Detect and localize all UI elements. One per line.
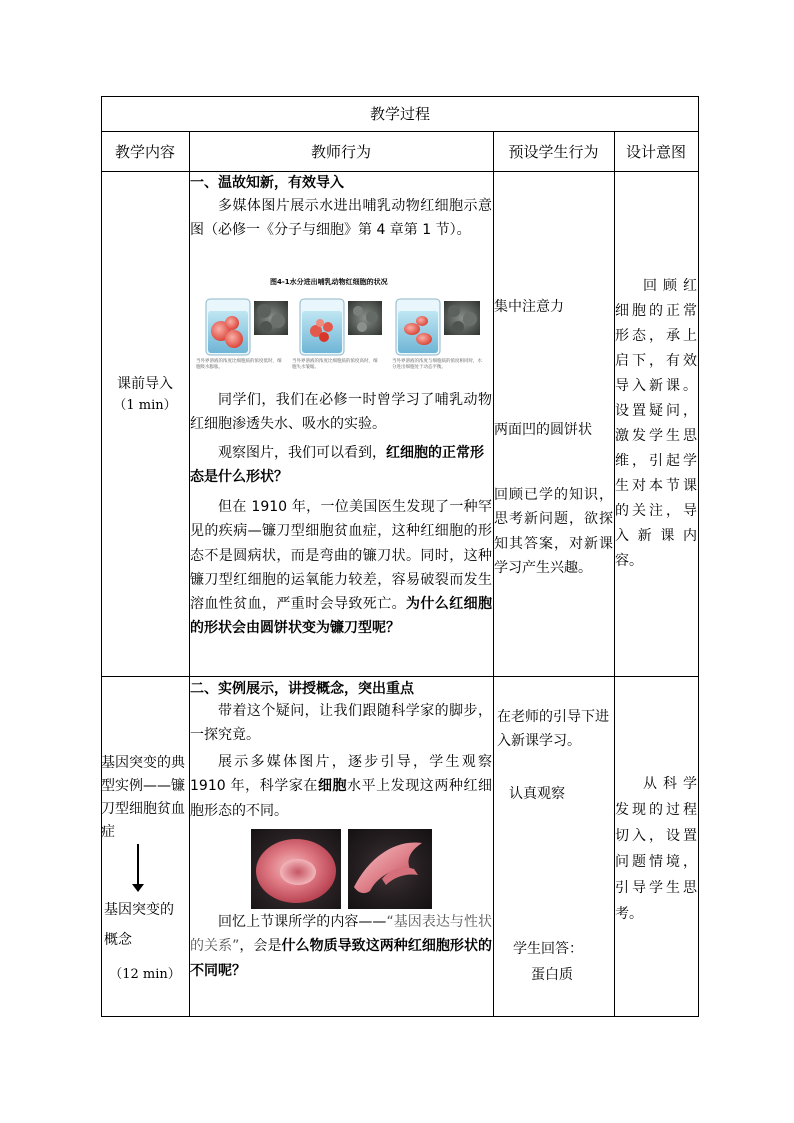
normal-rbc-image <box>251 829 341 909</box>
section1-paragraph-4 <box>190 495 492 641</box>
section1-student-2: 两面凹的圆饼状 <box>494 422 592 438</box>
arrow-head-icon <box>132 884 144 892</box>
section1-p3-text: 观察图片，我们可以看到， <box>218 445 386 461</box>
section2-paragraph-2 <box>190 750 492 823</box>
section2-p3-quote: “基因表达与性状的关系” <box>190 914 492 955</box>
section2-p3-a: 回忆上节课所学的内容—— <box>218 914 387 930</box>
section1-student-1: 集中注意力 <box>494 299 564 315</box>
arrow-down-icon <box>137 844 139 886</box>
section2-p3-c: ，会是 <box>239 938 282 955</box>
section1-content-time: （1 min） <box>113 398 177 413</box>
section2-p2-tail: 水平上发现这两种红细胞形态的不同。 <box>190 778 492 819</box>
section1-p4-text: 但在 1910 年，一位美国医生发现了一种罕见的疾病—镰刀型细胞贫血症，这种红细胞的形态不是圆病状，而是弯曲的镰刀状。同时，这种镰刀型红细胞的运氧能力较差，容易破裂而发生溶血性贫血，严重时会导致死亡。 <box>190 499 492 613</box>
figure-caption-1: 当外界溶液的浓度比细胞质的浓度低时，细胞吸水膨胀。 <box>196 359 282 370</box>
section2-p2-text: 展示多媒体图片，逐步引导，学生观察 1910 年，科学家在 <box>190 754 492 795</box>
section1-paragraph-1: 多媒体图片展示水进出哺乳动物红细胞示意图（必修一《分子与细胞》第 4 章第 1 节）。 <box>190 198 492 239</box>
section2-paragraph-1: 带着这个疑问，让我们跟随科学家的脚步，一探究竟。 <box>190 703 492 744</box>
section1-p4-question: 为什么红细胞的形状会由圆饼状变为镰刀型呢？ <box>190 596 492 637</box>
beaker-shrunk <box>300 299 344 355</box>
header-teacher: 教师行为 <box>310 143 371 161</box>
table-title: 教学过程 <box>369 105 430 123</box>
header-intent: 设计意图 <box>625 143 686 161</box>
section1-paragraph-3 <box>190 441 492 490</box>
section1-heading: 一、温故知新，有效导入 <box>190 175 344 191</box>
sickle-rbc-svg <box>348 829 432 909</box>
figure-caption-3: 当外界溶液的浓度与细胞质的浓度相同时，水分进出细胞处于动态平衡。 <box>392 359 482 370</box>
osmosis-figure <box>192 277 490 382</box>
section1-paragraph-2: 同学们，我们在必修一时曾学习了哺乳动物红细胞渗透失水、吸水的实验。 <box>190 392 492 433</box>
section2-content-label-1: 基因突变的典型实例——镰刀型细胞贫血症 <box>101 755 185 840</box>
section1-student-3: 回顾已学的知识，思考新问题，欲探知其答案，对新课学习产生兴趣。 <box>494 487 613 576</box>
section2-content-time: （12 min） <box>109 967 181 982</box>
header-content: 教学内容 <box>114 143 175 161</box>
section2-p2-bold: 细胞 <box>317 778 348 795</box>
header-student: 预设学生行为 <box>508 143 599 161</box>
normal-rbc-svg <box>251 829 341 909</box>
section1-content-label: 课前导入 <box>117 376 173 392</box>
section2-student-1: 在老师的引导下进入新课学习。 <box>497 709 609 750</box>
section2-student-3a: 学生回答： <box>513 941 583 957</box>
figure-title: 图4-1水分进出哺乳动物红细胞的状况 <box>270 278 388 286</box>
section1-p3-question: 红细胞的正常形态是什么形状？ <box>190 445 484 486</box>
section2-student-3b: 蛋白质 <box>531 967 573 983</box>
section1-intent: 回顾红细胞的正常形态，承上启下，有效导入新课。设置疑问，激发学生思维，引起学生对本节课的关注，导入新课内容。 <box>615 278 697 569</box>
section2-heading: 二、实例展示，讲授概念，突出重点 <box>190 681 414 697</box>
figure-caption-2: 当外界溶液的浓度比细胞质的浓度高时，细胞失水皱缩。 <box>292 359 378 370</box>
section2-content-label-2: 基因突变的概念 <box>104 902 174 948</box>
section2-student-2: 认真观察 <box>509 786 565 802</box>
section2-p3-question: 什么物质导致这两种红细胞形状的不同呢？ <box>190 938 492 979</box>
sickle-rbc-image <box>348 829 432 909</box>
section2-paragraph-3 <box>190 910 492 983</box>
beaker-normal <box>396 299 440 355</box>
section2-intent: 从科学发现的过程切入，设置问题情境，引导学生思考。 <box>615 776 697 922</box>
beaker-swollen <box>206 299 250 355</box>
